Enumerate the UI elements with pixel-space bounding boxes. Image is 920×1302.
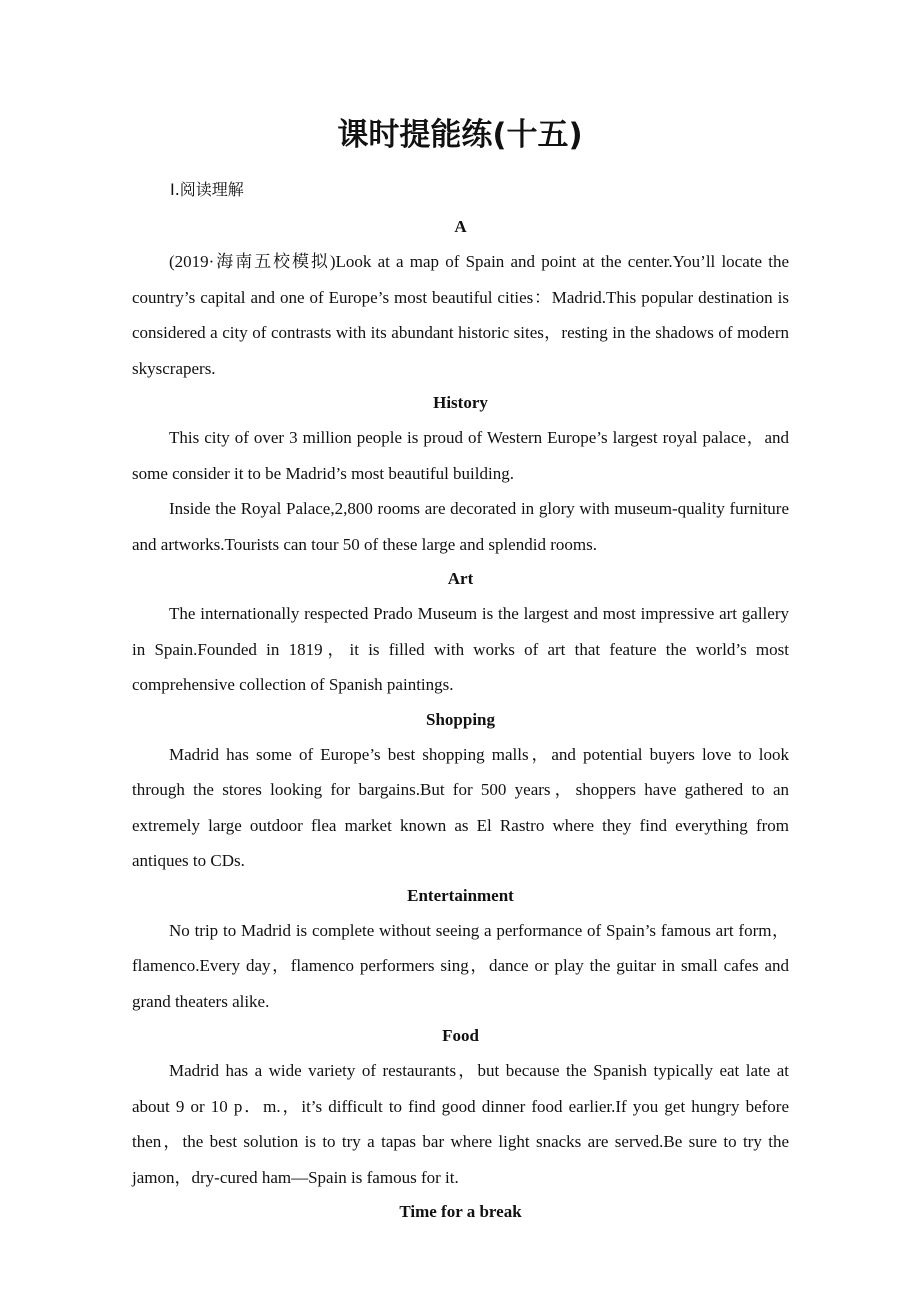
heading-history: History — [433, 393, 488, 412]
intro-paragraph: (2019·海南五校模拟)Look at a map of Spain and point at the center.You’ll locate the country’s capital and one of Europe’s most beautiful cities：Madrid.This popular destination is considered a city of contrasts with its abundant historic sites，resting in the shadows of modern skyscrapers. — [132, 252, 789, 378]
reading-passage — [132, 210, 789, 1229]
section-label: Ⅰ.阅读理解 — [170, 180, 244, 199]
paragraph-food: Madrid has a wide variety of restaurants，but because the Spanish typically eat late at about 9 or 10 p．m.，it’s difficult to find good dinner food earlier.If you get hungry before then，the best solution is to try a tapas bar where light snacks are served.Be sure to try the jamon，dry-cured ham—Spain is famous for it. — [132, 1061, 789, 1187]
heading-art: Art — [447, 569, 474, 588]
paragraph-history-1: This city of over 3 million people is proud of Western Europe’s largest royal palace，and some consider it to be Madrid’s most beautiful building. — [132, 428, 789, 483]
heading-shopping: Shopping — [426, 709, 495, 729]
paragraph-entertainment: No trip to Madrid is complete without seeing a performance of Spain’s famous art form，flamenco.Every day，flamenco performers sing，dance or play the guitar in small cafes and grand theaters alike. — [132, 920, 789, 1011]
passage-label: A — [454, 217, 467, 236]
paragraph-shopping: Madrid has some of Europe’s best shopping malls，and potential buyers love to look through the stores looking for bargains.But for 500 years，shoppers have gathered to an extremely large outdoor flea market known as El Rastro where they find everything from antiques to CDs. — [132, 744, 789, 870]
page-title: 课时提能练(十五) — [337, 117, 583, 153]
heading-entertainment: Entertainment — [407, 885, 514, 905]
paragraph-art: The internationally respected Prado Museum is the largest and most impressive art gallery in Spain.Founded in 1819，it is filled with works of art that feature the world’s most comprehensive collection of Spanish paintings. — [132, 604, 789, 694]
heading-time-for-a-break: Time for a break — [399, 1202, 522, 1221]
heading-food: Food — [442, 1026, 479, 1045]
paragraph-history-2: Inside the Royal Palace,2,800 rooms are decorated in glory with museum-quality furniture and artworks.Tourists can tour 50 of these large and splendid rooms. — [132, 499, 789, 554]
